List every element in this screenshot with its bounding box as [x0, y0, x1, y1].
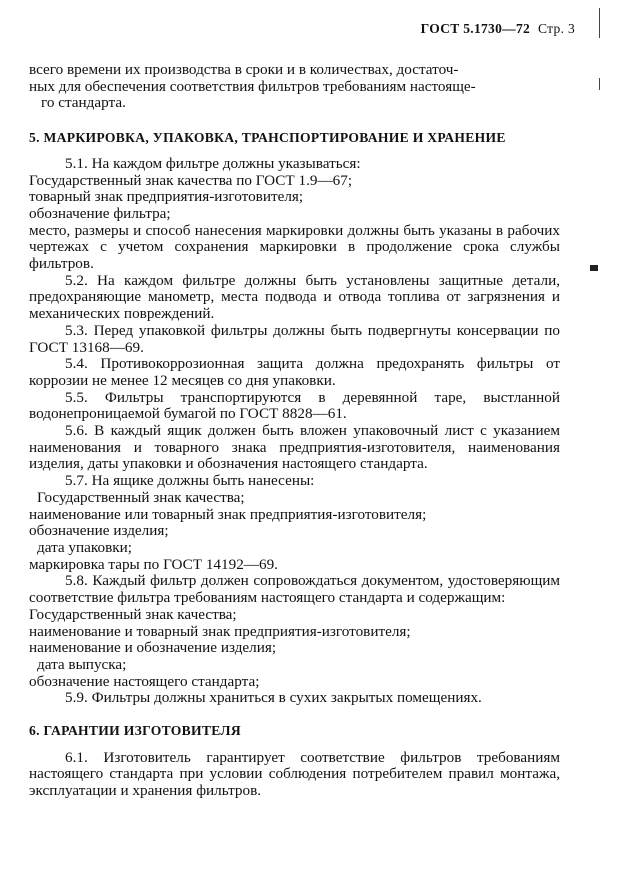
list-item: Государственный знак качества;	[29, 605, 237, 623]
clause-5-5: 5.5. Фильтры транспортируются в деревянной таре, выстланной водонепроницаемой бумагой по ГОСТ 8828—61.	[29, 388, 560, 423]
standard-code: ГОСТ 5.1730—72	[420, 21, 531, 36]
intro-line: го стандарта.	[41, 94, 126, 112]
intro-line: всего времени их производства в сроки и в количествах, достаточ-	[29, 61, 459, 78]
document-body	[29, 62, 560, 800]
intro-line: ных для обеспечения соответствия фильтров требованиям настояще-	[29, 77, 476, 95]
list-item: Государственный знак качества;	[37, 488, 245, 506]
clause-5-1: 5.1. На каждом фильтре должны указываться:	[65, 154, 361, 172]
list-item: обозначение настоящего стандарта;	[29, 672, 260, 690]
section-5-title: 5. МАРКИРОВКА, УПАКОВКА, ТРАНСПОРТИРОВАНИЕ И ХРАНЕНИЕ	[29, 130, 506, 146]
list-item: обозначение изделия;	[29, 522, 169, 540]
clause-6-1: 6.1. Изготовитель гарантирует соответствие фильтров требованиям настоящего стандарта при условии соблюдения потребителем правил монтажа, эксплуатации и хранения фильтров.	[29, 748, 560, 800]
clause-5-1-note: место, размеры и способ нанесения маркировки должны быть указаны в рабочих чертежах с учетом сохранения маркировки в продолжение срока службы фильтров.	[29, 221, 560, 273]
margin-tick-mark	[599, 78, 600, 90]
clause-5-8: 5.8. Каждый фильтр должен сопровождаться документом, удостоверяющим соответствие фильтра требованиям настоящего стандарта и содержащим:	[29, 572, 560, 607]
clause-5-3: 5.3. Перед упаковкой фильтры должны быть подвергнуты консервации по ГОСТ 13168—69.	[29, 321, 560, 356]
page-number: Стр. 3	[538, 21, 575, 36]
clause-5-2: 5.2. На каждом фильтре должны быть установлены защитные детали, предохраняющие манометр, места подвода и отвода топлива от загрязнения и механических повреждений.	[29, 271, 560, 323]
list-item: обозначение фильтра;	[29, 204, 171, 222]
page-header	[421, 21, 575, 37]
list-item: наименование или товарный знак предприятия-изготовителя;	[29, 505, 427, 523]
section-6-title: 6. ГАРАНТИИ ИЗГОТОВИТЕЛЯ	[29, 723, 241, 739]
list-item: наименование и обозначение изделия;	[29, 639, 277, 657]
clause-5-4: 5.4. Противокоррозионная защита должна предохранять фильтры от коррозии не менее 12 месяцев со дня упаковки.	[29, 355, 560, 389]
list-item: дата упаковки;	[37, 538, 132, 556]
list-item: наименование и товарный знак предприятия-изготовителя;	[29, 622, 411, 640]
list-item: товарный знак предприятия-изготовителя;	[29, 188, 304, 206]
margin-block-mark	[590, 265, 598, 271]
clause-5-9: 5.9. Фильтры должны храниться в сухих закрытых помещениях.	[65, 689, 482, 707]
clause-5-7: 5.7. На ящике должны быть нанесены:	[65, 472, 315, 490]
clause-5-6: 5.6. В каждый ящик должен быть вложен упаковочный лист с указанием наименования и товарного знака предприятия-изготовителя, наименования изделия, даты упаковки и обозначения настоящего стандарта.	[29, 422, 560, 473]
list-item: Государственный знак качества по ГОСТ 1.9—67;	[29, 171, 353, 189]
list-item: дата выпуска;	[37, 655, 127, 673]
list-item: маркировка тары по ГОСТ 14192—69.	[29, 555, 278, 573]
margin-line-mark	[599, 8, 600, 38]
